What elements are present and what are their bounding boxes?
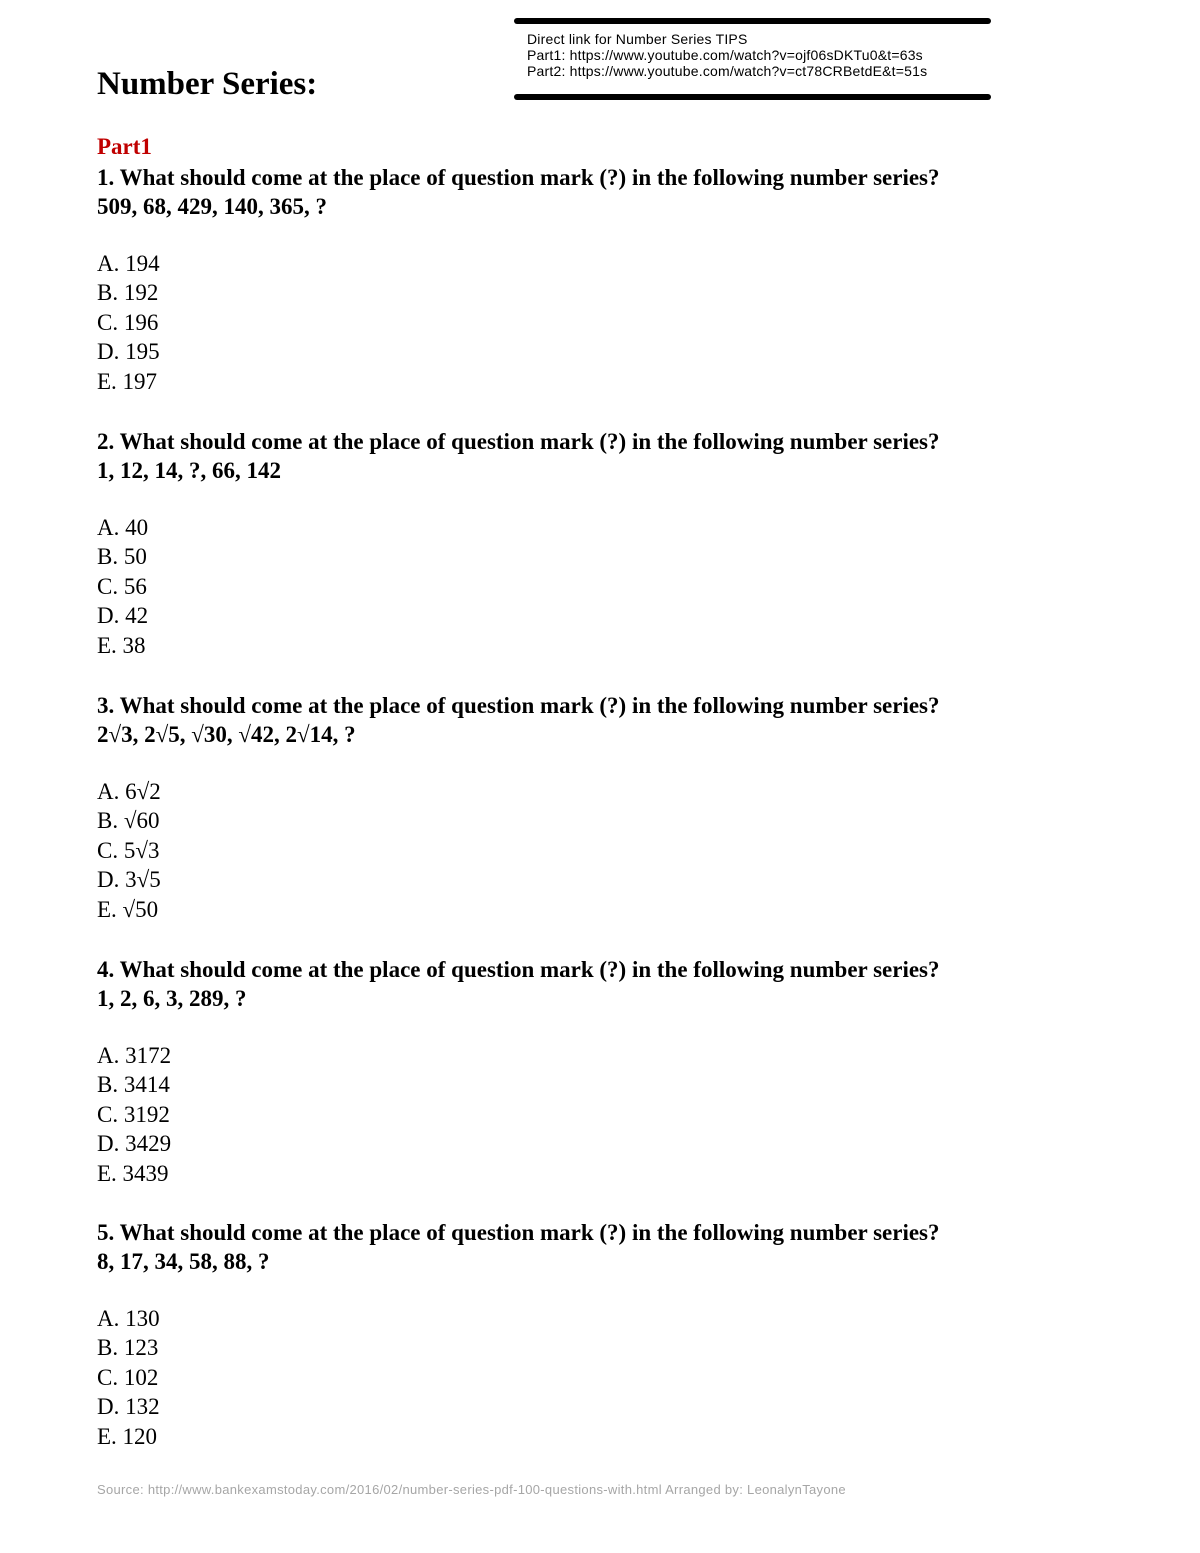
question-text: 3. What should come at the place of question mark (?) in the following number series? <box>97 693 940 718</box>
question-block <box>97 1218 1107 1451</box>
answer-option: D. 132 <box>97 1394 160 1420</box>
answer-option: E. 38 <box>97 632 146 658</box>
answer-option: C. 196 <box>97 309 159 335</box>
page-title: Number Series: <box>97 66 318 102</box>
question-block <box>97 163 1107 396</box>
answer-option: C. 56 <box>97 573 147 599</box>
answer-option: B. √60 <box>97 808 160 834</box>
tips-top-rule <box>514 18 991 24</box>
answer-option: B. 50 <box>97 544 147 570</box>
tips-bottom-rule <box>514 94 991 100</box>
answer-option: A. 40 <box>97 515 149 540</box>
question-series: 509, 68, 429, 140, 365, ? <box>97 194 327 219</box>
answer-option: A. 194 <box>97 251 160 276</box>
answer-option: A. 6√2 <box>97 779 161 804</box>
answer-option: B. 123 <box>97 1335 159 1361</box>
answer-option: A. 130 <box>97 1306 160 1331</box>
answer-options <box>97 249 1107 396</box>
tips-link-part2[interactable]: Part2: https://www.youtube.com/watch?v=ct78CRBetdE&t=51s <box>527 63 928 79</box>
tips-heading: Direct link for Number Series TIPS <box>527 31 748 47</box>
question-block <box>97 427 1107 660</box>
question-text: 4. What should come at the place of question mark (?) in the following number series? <box>97 957 940 982</box>
answer-option: E. √50 <box>97 896 159 922</box>
question-series: 8, 17, 34, 58, 88, ? <box>97 1249 270 1274</box>
answer-option: D. 42 <box>97 603 149 629</box>
tips-text <box>527 31 927 79</box>
answer-option: E. 3439 <box>97 1160 169 1186</box>
answer-option: D. 3√5 <box>97 867 161 893</box>
answer-option: C. 5√3 <box>97 837 160 863</box>
answer-options <box>97 777 1107 924</box>
answer-option: E. 197 <box>97 368 158 394</box>
answer-option: A. 3172 <box>97 1043 172 1068</box>
answer-option: C. 3192 <box>97 1101 170 1127</box>
question-block <box>97 955 1107 1188</box>
part-label: Part1 <box>97 134 152 159</box>
question-text: 2. What should come at the place of question mark (?) in the following number series? <box>97 429 940 454</box>
question-text: 1. What should come at the place of question mark (?) in the following number series? <box>97 165 940 190</box>
answer-option: D. 3429 <box>97 1131 172 1157</box>
answer-option: B. 192 <box>97 280 159 306</box>
answer-options <box>97 1304 1107 1451</box>
tips-box <box>514 16 991 102</box>
question-series: 1, 12, 14, ?, 66, 142 <box>97 458 281 483</box>
source-footer: Source: http://www.bankexamstoday.com/2016/02/number-series-pdf-100-questions-with.html Arranged by: LeonalynTayone <box>97 1482 846 1497</box>
question-text: 5. What should come at the place of question mark (?) in the following number series? <box>97 1220 940 1245</box>
answer-options <box>97 1041 1107 1188</box>
answer-option: C. 102 <box>97 1364 159 1390</box>
question-block <box>97 691 1107 924</box>
answer-option: D. 195 <box>97 339 160 365</box>
answer-option: E. 120 <box>97 1423 158 1449</box>
tips-link-part1[interactable]: Part1: https://www.youtube.com/watch?v=ojf06sDKTu0&t=63s <box>527 47 923 63</box>
answer-options <box>97 513 1107 660</box>
question-series: 2√3, 2√5, √30, √42, 2√14, ? <box>97 722 356 747</box>
answer-option: B. 3414 <box>97 1072 170 1098</box>
question-series: 1, 2, 6, 3, 289, ? <box>97 986 247 1011</box>
